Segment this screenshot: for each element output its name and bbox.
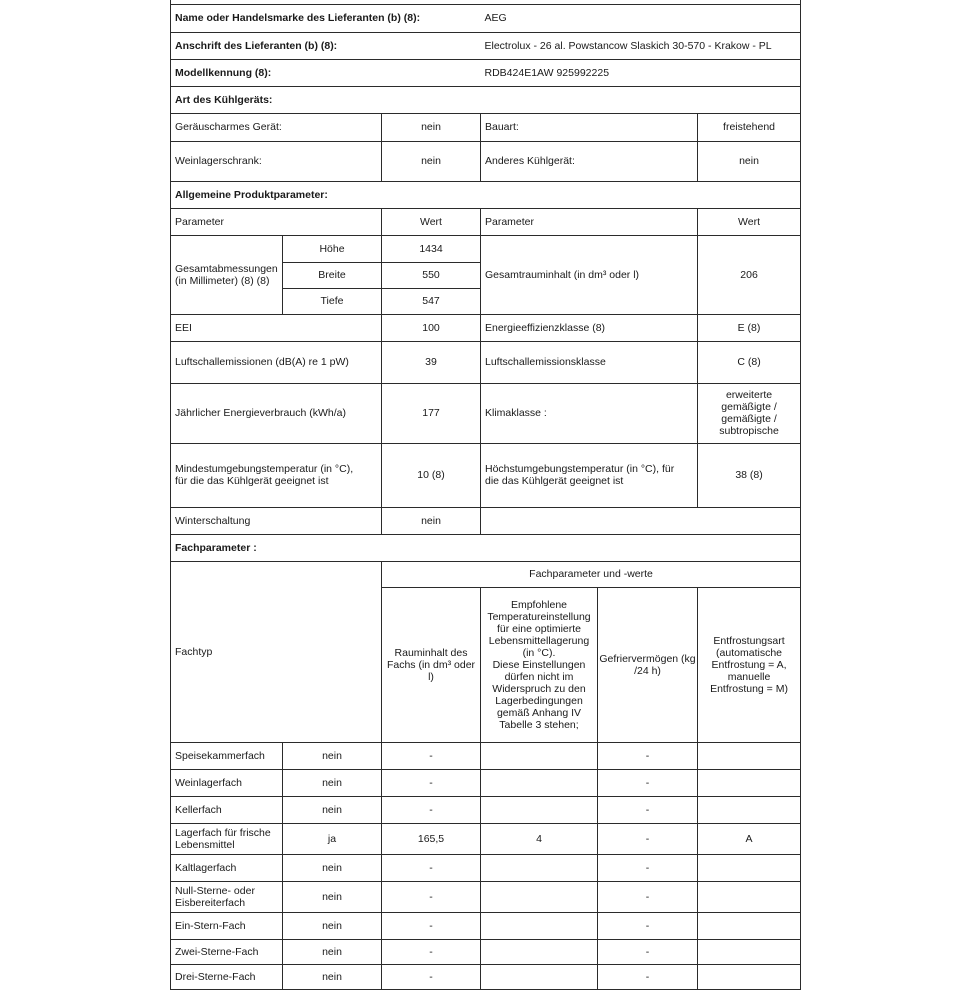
- general-params-heading: Allgemeine Produktparameter:: [171, 181, 801, 208]
- compartment-defrost: [698, 964, 801, 989]
- design-type-label: Bauart:: [481, 113, 698, 141]
- compartment-freeze: -: [598, 769, 698, 796]
- compartment-volume-header: Rauminhalt des Fachs (in dm³ oder l): [382, 587, 481, 742]
- compartment-type: Speisekammerfach: [171, 742, 283, 769]
- table-row: [171, 823, 801, 854]
- compartment-freeze: -: [598, 912, 698, 939]
- compartment-volume: -: [382, 939, 481, 964]
- compartment-freeze: -: [598, 796, 698, 823]
- max-ambient-temp-value: 38 (8): [698, 443, 801, 507]
- compartment-params-heading: Fachparameter :: [171, 534, 801, 561]
- compartment-freeze: -: [598, 854, 698, 881]
- supplier-name-label: Name oder Handelsmarke des Lieferanten (b) (8):: [171, 4, 481, 32]
- table-row: [171, 964, 801, 989]
- compartment-defrost: [698, 796, 801, 823]
- compartment-defrost: A: [698, 823, 801, 854]
- noise-class-value: C (8): [698, 341, 801, 383]
- table-row: [171, 796, 801, 823]
- dimensions-label: Gesamtabmessungen (in Millimeter) (8) (8): [171, 235, 283, 314]
- compartment-temp: [481, 854, 598, 881]
- compartment-volume: -: [382, 854, 481, 881]
- compartment-present: nein: [283, 854, 382, 881]
- energy-class-label: Energieeffizienzklasse (8): [481, 314, 698, 341]
- supplier-name-value: AEG: [481, 4, 801, 32]
- compartment-volume: -: [382, 742, 481, 769]
- min-ambient-temp-label: Mindestumgebungstemperatur (in °C), für die das Kühlgerät geeignet ist: [171, 443, 382, 507]
- compartment-freeze: -: [598, 964, 698, 989]
- compartment-present: nein: [283, 881, 382, 912]
- depth-label: Tiefe: [283, 288, 382, 314]
- other-appliance-label: Anderes Kühlgerät:: [481, 141, 698, 181]
- information-table: [170, 0, 801, 990]
- appliance-type-heading: Art des Kühlgeräts:: [171, 86, 801, 113]
- supplier-address-label: Anschrift des Lieferanten (b) (8):: [171, 32, 481, 59]
- compartment-volume: 165,5: [382, 823, 481, 854]
- compartment-type: Lagerfach für frische Lebensmittel: [171, 823, 283, 854]
- winter-setting-empty: [481, 507, 801, 534]
- compartment-freeze: -: [598, 939, 698, 964]
- value-header: Wert: [382, 208, 481, 235]
- climate-class-value: erweiterte gemäßigte / gemäßigte / subtropische: [698, 383, 801, 443]
- total-volume-label: Gesamtrauminhalt (in dm³ oder l): [481, 235, 698, 314]
- model-id-value: RDB424E1AW 925992225: [481, 59, 801, 86]
- compartment-volume: -: [382, 769, 481, 796]
- compartment-values-header: Fachparameter und -werte: [382, 561, 801, 587]
- width-label: Breite: [283, 262, 382, 288]
- compartment-volume: -: [382, 796, 481, 823]
- compartment-temp: [481, 912, 598, 939]
- compartment-type: Null-Sterne- oder Eisbereiterfach: [171, 881, 283, 912]
- compartment-temp: [481, 881, 598, 912]
- param-header: Parameter: [171, 208, 382, 235]
- eei-value: 100: [382, 314, 481, 341]
- compartment-present: nein: [283, 742, 382, 769]
- max-ambient-temp-label: Höchstumgebungstemperatur (in °C), für die das Kühlgerät geeignet ist: [481, 443, 698, 507]
- min-ambient-temp-value: 10 (8): [382, 443, 481, 507]
- eei-label: EEI: [171, 314, 382, 341]
- energy-class-value: E (8): [698, 314, 801, 341]
- compartment-present: nein: [283, 796, 382, 823]
- depth-value: 547: [382, 288, 481, 314]
- wine-storage-label: Weinlagerschrank:: [171, 141, 382, 181]
- compartment-temp: [481, 769, 598, 796]
- recommended-temp-header: Empfohlene Temperatureinstellung für eine optimierte Lebensmittellagerung (in °C). Diese Einstellungen dürfen nicht im Widerspruch zu den Lagerbedingungen gemäß Anhang IV Tabelle 3 stehen;: [481, 587, 598, 742]
- height-label: Höhe: [283, 235, 382, 262]
- compartment-type-header: Fachtyp: [171, 561, 382, 742]
- noise-emission-value: 39: [382, 341, 481, 383]
- compartment-temp: [481, 796, 598, 823]
- compartment-type: Kellerfach: [171, 796, 283, 823]
- defrost-type-header: Entfrostungsart (automatische Entfrostung = A, manuelle Entfrostung = M): [698, 587, 801, 742]
- compartment-volume: -: [382, 881, 481, 912]
- width-value: 550: [382, 262, 481, 288]
- compartment-volume: -: [382, 912, 481, 939]
- compartment-volume: -: [382, 964, 481, 989]
- table-row: [171, 742, 801, 769]
- compartment-type: Drei-Sterne-Fach: [171, 964, 283, 989]
- climate-class-label: Klimaklasse :: [481, 383, 698, 443]
- compartment-type: Ein-Stern-Fach: [171, 912, 283, 939]
- winter-setting-label: Winterschaltung: [171, 507, 382, 534]
- compartment-type: Weinlagerfach: [171, 769, 283, 796]
- compartment-defrost: [698, 881, 801, 912]
- compartment-present: nein: [283, 964, 382, 989]
- compartment-temp: [481, 742, 598, 769]
- other-appliance-value: nein: [698, 141, 801, 181]
- compartment-freeze: -: [598, 823, 698, 854]
- annual-energy-label: Jährlicher Energieverbrauch (kWh/a): [171, 383, 382, 443]
- compartment-freeze: -: [598, 742, 698, 769]
- wine-storage-value: nein: [382, 141, 481, 181]
- winter-setting-value: nein: [382, 507, 481, 534]
- compartment-defrost: [698, 939, 801, 964]
- compartment-defrost: [698, 769, 801, 796]
- compartment-present: nein: [283, 769, 382, 796]
- model-id-label: Modellkennung (8):: [171, 59, 481, 86]
- total-volume-value: 206: [698, 235, 801, 314]
- compartment-freeze: -: [598, 881, 698, 912]
- value-header-right: Wert: [698, 208, 801, 235]
- compartment-defrost: [698, 854, 801, 881]
- compartment-temp: [481, 964, 598, 989]
- compartment-temp: [481, 939, 598, 964]
- annual-energy-value: 177: [382, 383, 481, 443]
- noise-class-label: Luftschallemissionsklasse: [481, 341, 698, 383]
- param-header-right: Parameter: [481, 208, 698, 235]
- product-information-sheet: [170, 0, 800, 983]
- compartment-defrost: [698, 742, 801, 769]
- height-value: 1434: [382, 235, 481, 262]
- freezing-capacity-header: Gefriervermögen (kg /24 h): [598, 587, 698, 742]
- compartment-defrost: [698, 912, 801, 939]
- table-row: [171, 912, 801, 939]
- low-noise-value: nein: [382, 113, 481, 141]
- compartment-present: ja: [283, 823, 382, 854]
- compartment-temp: 4: [481, 823, 598, 854]
- noise-emission-label: Luftschallemissionen (dB(A) re 1 pW): [171, 341, 382, 383]
- low-noise-label: Geräuscharmes Gerät:: [171, 113, 382, 141]
- compartment-present: nein: [283, 939, 382, 964]
- design-type-value: freistehend: [698, 113, 801, 141]
- compartment-type: Zwei-Sterne-Fach: [171, 939, 283, 964]
- compartment-type: Kaltlagerfach: [171, 854, 283, 881]
- supplier-address-value: Electrolux - 26 al. Powstancow Slaskich 30-570 - Krakow - PL: [481, 32, 801, 59]
- table-row: [171, 854, 801, 881]
- compartment-present: nein: [283, 912, 382, 939]
- table-row: [171, 769, 801, 796]
- table-row: [171, 939, 801, 964]
- table-row: [171, 881, 801, 912]
